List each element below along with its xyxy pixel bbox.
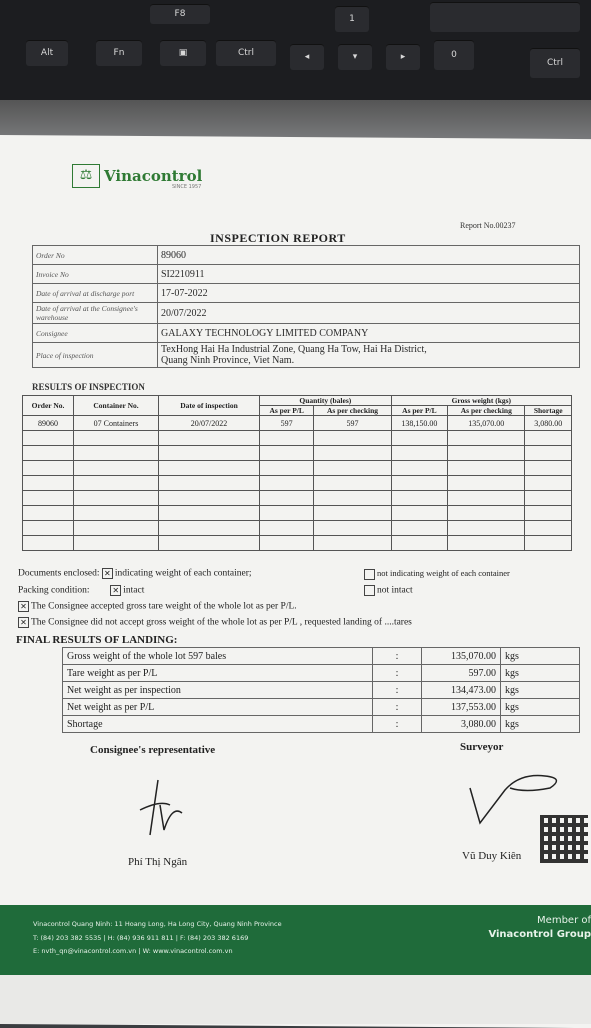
- paper-bottom: [0, 975, 591, 1024]
- key-ctrl-left: Ctrl: [216, 40, 276, 66]
- member-of-label: Member of: [537, 915, 591, 926]
- col-gw-checking: As per checking: [448, 406, 525, 416]
- cell-shortage: 3,080.00: [525, 416, 572, 431]
- key-menu: ▣: [160, 40, 206, 66]
- info-label: Order No: [33, 246, 158, 265]
- colon: :: [373, 682, 422, 699]
- info-row: [33, 246, 580, 265]
- final-results-table: [62, 647, 580, 733]
- final-row: [63, 716, 580, 733]
- info-value: GALAXY TECHNOLOGY LIMITED COMPANY: [158, 324, 580, 343]
- cell-date: 20/07/2022: [159, 416, 260, 431]
- final-label: Tare weight as per P/L: [63, 665, 373, 682]
- info-value: 17-07-2022: [158, 284, 580, 303]
- cell-container-no: 07 Containers: [74, 416, 159, 431]
- key-ctrl-right: Ctrl: [530, 48, 580, 78]
- key-1: 1: [335, 6, 369, 32]
- final-row: [63, 682, 580, 699]
- final-value: 137,553.00: [422, 699, 501, 716]
- consignee-not-accept-line: [18, 617, 412, 628]
- final-label: Shortage: [63, 716, 373, 733]
- table-row: [23, 536, 572, 551]
- final-unit: kgs: [501, 699, 580, 716]
- indicating-weight-label: indicating weight of each container;: [114, 568, 252, 579]
- info-label: Place of inspection: [33, 343, 158, 368]
- final-unit: kgs: [501, 682, 580, 699]
- surveyor-label: Surveyor: [460, 741, 504, 753]
- colon: :: [373, 716, 422, 733]
- key-0: 0: [434, 40, 474, 70]
- col-gross-weight: Gross weight (kgs): [391, 396, 571, 406]
- key-arrow-left: ◂: [290, 44, 324, 70]
- cell-qty-checking: 597: [314, 416, 391, 431]
- cell-gw-checking: 135,070.00: [448, 416, 525, 431]
- info-value: [158, 343, 580, 368]
- qr-code-icon: [540, 815, 588, 863]
- cell-order-no: 89060: [23, 416, 74, 431]
- footer-email: E: nvth_qn@vinacontrol.com.vn | W: www.vinacontrol.com.vn: [33, 947, 233, 955]
- key-f8: F8: [150, 4, 210, 24]
- checkbox-consignee-not-accept: ✕: [18, 617, 29, 628]
- col-container-no: Container No.: [74, 396, 159, 416]
- colon: :: [373, 648, 422, 665]
- not-intact-label: not intact: [377, 585, 413, 596]
- since-label: SINCE 1957: [172, 184, 202, 190]
- documents-label: Documents enclosed:: [18, 568, 100, 579]
- info-value: 89060: [158, 246, 580, 265]
- final-label: Gross weight of the whole lot 597 bales: [63, 648, 373, 665]
- table-row: [23, 491, 572, 506]
- info-row: [33, 324, 580, 343]
- checkbox-intact: ✕: [110, 585, 121, 596]
- col-order-no: Order No.: [23, 396, 74, 416]
- table-row: [23, 476, 572, 491]
- checkbox-consignee-accept: ✕: [18, 601, 29, 612]
- info-value: SI2210911: [158, 265, 580, 284]
- final-results-title: FINAL RESULTS OF LANDING:: [16, 634, 178, 646]
- info-table: [32, 245, 580, 368]
- not-intact-line: [364, 585, 413, 596]
- consignee-rep-label: Consignee's representative: [90, 744, 216, 756]
- key-top-row: [430, 2, 580, 32]
- info-row: [33, 343, 580, 368]
- table-row: [23, 521, 572, 536]
- table-row: [23, 431, 572, 446]
- final-value: 597.00: [422, 665, 501, 682]
- final-unit: kgs: [501, 665, 580, 682]
- info-label: Date of arrival at the Consignee's warehouse: [33, 303, 158, 324]
- final-unit: kgs: [501, 716, 580, 733]
- consignee-name: Phí Thị Ngân: [128, 856, 188, 868]
- col-date-inspection: Date of inspection: [159, 396, 260, 416]
- final-value: 134,473.00: [422, 682, 501, 699]
- table-row: [23, 446, 572, 461]
- place-line-2: Quang Ninh Province, Viet Nam.: [161, 355, 295, 366]
- info-row: [33, 284, 580, 303]
- col-quantity: Quantity (bales): [260, 396, 392, 406]
- info-value: 20/07/2022: [158, 303, 580, 324]
- table-row: [23, 461, 572, 476]
- col-qty-checking: As per checking: [314, 406, 391, 416]
- group-name: Vinacontrol Group: [488, 929, 591, 940]
- cell-gw-pl: 138,150.00: [391, 416, 447, 431]
- final-label: Net weight as per inspection: [63, 682, 373, 699]
- final-value: 135,070.00: [422, 648, 501, 665]
- key-arrow-down: ▾: [338, 44, 372, 70]
- consignee-accept-line: [18, 601, 297, 612]
- place-line-1: TexHong Hai Ha Industrial Zone, Quang Ha Tow, Hai Ha District,: [161, 344, 427, 355]
- table-row: [23, 506, 572, 521]
- consignee-signature: [130, 775, 190, 845]
- col-shortage: Shortage: [525, 406, 572, 416]
- checkbox-not-intact: [364, 585, 375, 596]
- surveyor-name: Vũ Duy Kiên: [462, 850, 522, 862]
- table-row: [23, 416, 572, 431]
- info-label: Invoice No: [33, 265, 158, 284]
- colon: :: [373, 699, 422, 716]
- final-unit: kgs: [501, 648, 580, 665]
- final-value: 3,080.00: [422, 716, 501, 733]
- report-number: Report No.00237: [460, 221, 516, 230]
- scales-icon: ⚖: [72, 164, 100, 188]
- not-indicating-label: not indicating weight of each container: [377, 568, 510, 578]
- key-fn: Fn: [96, 40, 142, 66]
- packing-line: [18, 585, 144, 596]
- company-name: Vinacontrol: [104, 167, 203, 185]
- colon: :: [373, 665, 422, 682]
- col-qty-pl: As per P/L: [260, 406, 314, 416]
- key-alt: Alt: [26, 40, 68, 66]
- key-arrow-right: ▸: [386, 44, 420, 70]
- cell-qty-pl: 597: [260, 416, 314, 431]
- consignee-accept-text: The Consignee accepted gross tare weight of the whole lot as per P/L.: [31, 601, 297, 612]
- consignee-not-accept-text: The Consignee did not accept gross weight of the whole lot as per P/L , requested landing of ....tares: [31, 617, 412, 628]
- footer-bar: [0, 905, 591, 975]
- documents-line: [18, 568, 252, 579]
- info-row: [33, 303, 580, 324]
- not-indicating-line: [364, 568, 510, 580]
- info-label: Date of arrival at discharge port: [33, 284, 158, 303]
- checkbox-not-indicating: [364, 569, 375, 580]
- final-row: [63, 648, 580, 665]
- keyboard: [0, 0, 591, 100]
- final-label: Net weight as per P/L: [63, 699, 373, 716]
- intact-label: intact: [123, 585, 145, 596]
- footer-phones: T: (84) 203 382 5535 | H: (84) 936 911 811 | F: (84) 203 382 6169: [33, 934, 249, 942]
- col-gw-pl: As per P/L: [391, 406, 447, 416]
- page-title: INSPECTION REPORT: [210, 231, 346, 245]
- checkbox-indicating-weight: ✕: [102, 568, 113, 579]
- packing-label: Packing condition:: [18, 585, 90, 596]
- final-row: [63, 699, 580, 716]
- final-row: [63, 665, 580, 682]
- results-section-title: RESULTS OF INSPECTION: [32, 382, 145, 392]
- info-label: Consignee: [33, 324, 158, 343]
- info-row: [33, 265, 580, 284]
- results-table: [22, 395, 572, 551]
- footer-address: Vinacontrol Quang Ninh: 11 Hoang Long, Ha Long City, Quang Ninh Province: [33, 920, 282, 928]
